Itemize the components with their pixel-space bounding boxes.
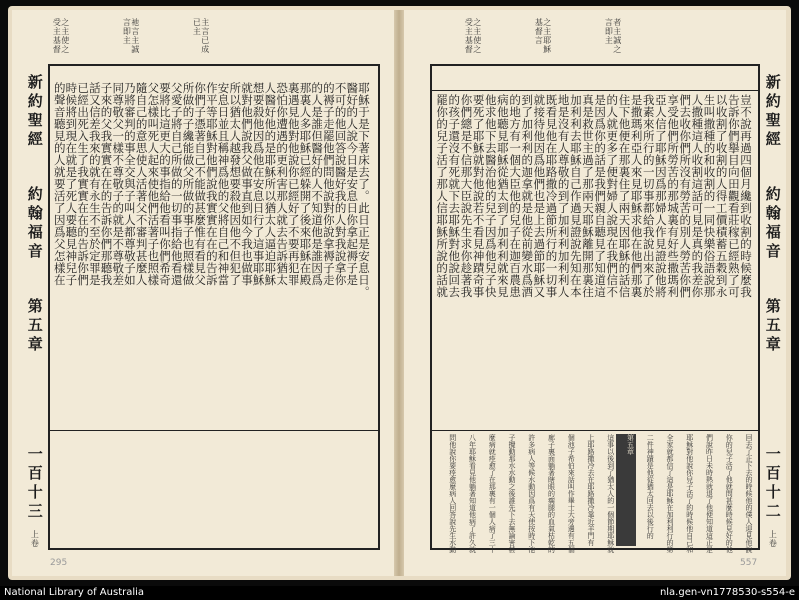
left-body-column: 你們子憑著自己不能做甚麼惟有看見父 — [193, 82, 208, 286]
left-body-column: 想要殺他因爲他在安息日行了這事耶穌 — [251, 82, 266, 286]
right-body-column: 的孩子還沒有死就下去耶穌對他說回去 — [447, 94, 462, 298]
footer-bar — [0, 586, 799, 600]
right-divider — [432, 430, 758, 431]
right-lower-column: 二件神蹟是他從猶太回去以後行的 — [646, 434, 655, 539]
right-body-column: 是撒瑪利亞人來見耶穌求他在他們那裏 — [629, 94, 644, 298]
left-body-column: 醫好的人說今日是安息日你拿起褥子是 — [345, 82, 360, 286]
right-body-column: 罷你的兒子活了那人信耶穌所說的話就 — [435, 94, 450, 298]
left-body-column: 所做的子纔能做父所做的事子也照樣做 — [181, 82, 196, 286]
left-body-column: 子來的父我實實在在的告訴你們那聽我 — [99, 82, 114, 286]
right-lower-column: 問他說你要痊愈麼病人回答說先生水動 — [448, 434, 457, 553]
right-page-number: 一百十二 — [763, 446, 782, 522]
header-note: 之主耶穌基督言 — [534, 18, 552, 54]
right-lower-column: 八年耶穌看見他躺著知道他病了許久就 — [468, 434, 477, 553]
right-body-column: 是因爲你的話是我們親自聽見了知道這 — [593, 94, 608, 298]
left-body-column: 父怎樣叫死人起來使他們活著子也照樣 — [146, 82, 161, 286]
right-body-column: 告訴你們擧目向田觀看莊稼已經熟了可 — [726, 94, 741, 298]
book-spread — [8, 6, 791, 580]
right-lower-column: 第五章 — [616, 434, 636, 546]
left-chapter: 第五章 — [25, 298, 44, 355]
right-lower-column: 全家就都信了這是耶穌在加利利行的第 — [666, 434, 674, 553]
left-body-column: 裏遇見他對他說你已經好了不要再犯罪 — [286, 82, 301, 286]
right-body-column: 要死了耶穌就對他說若不看見神蹟奇事 — [471, 94, 486, 298]
header-note: 之主使之受主基督 — [464, 18, 482, 54]
right-lower-column: 個池子希伯來話叫作畢士大旁邊有五個 — [567, 434, 576, 553]
right-body-column: 亞人信了耶穌因爲那婦人作見證說他將 — [653, 94, 668, 298]
right-book-title: 約翰福音 — [763, 186, 782, 262]
left-body-column: 那裏人多耶穌已經躲開了後來耶穌在殿 — [298, 82, 313, 286]
right-lower-column: 許多病人等候水動因爲有天使按時下池 — [527, 434, 536, 553]
left-body-column: 乃將審判的事全交與子叫人都尊敬子如 — [122, 82, 137, 286]
right-lower-column: 這事以後到了猶太人的一個節期耶穌就 — [606, 434, 615, 553]
right-pencil-mark: 557 — [740, 558, 758, 568]
right-body-column: 加利利去耶穌自己作過見證說先知在本 — [568, 94, 583, 298]
footer-right: nla.gen-vn1778530-s554-e — [659, 587, 795, 598]
header-note: 者主誠之言即主 — [604, 18, 622, 54]
right-body-text — [435, 94, 754, 428]
left-page-number: 一百十三 — [25, 446, 44, 522]
left-body-column: 同尊敬父一樣不尊敬子的就是不尊敬差 — [111, 82, 126, 286]
left-body-column: 隨自己的意思使人活著父不審判甚麼人 — [134, 82, 149, 286]
right-body-column: 就接待他因爲他們也是上去過節耶穌又 — [532, 94, 547, 298]
right-lower-column: 回去了正下去的時候他的僕人迎見他說 — [745, 434, 753, 553]
right-body-column: 你們總是不信那大臣說先生求你趁著我 — [459, 94, 474, 298]
left-body-column: 所以猶太人越發想要殺他因他不但犯了 — [228, 82, 243, 286]
left-running-title: 新約聖經 — [25, 74, 44, 150]
right-body-column: 的地方有一個大臣他的兒子在迦百農患 — [508, 94, 523, 298]
right-body-column: 他求他下去醫治他的兒子因爲他兒子快 — [483, 94, 498, 298]
right-body-column: 生叫撒種的和收割的一同快樂俗語說那 — [702, 94, 717, 298]
left-body-column: 不可的他回答說醫好我的人對我說拿你 — [333, 82, 348, 286]
right-body-column: 病他聽見耶穌從猶太到了加利利就來見 — [495, 94, 510, 298]
right-body-column: 們去收你們所沒有勞苦的別人勞苦你們 — [678, 94, 693, 298]
right-body-column: 人撒種這人收割這話可見是真的我差你 — [690, 94, 705, 298]
book-gutter — [394, 10, 404, 576]
right-lower-column: 耶穌對他說你兒子活了的時候他自己和 — [685, 434, 694, 553]
right-lower-column: 上耶路撒冷去在耶路撒冷靠近羊門有一 — [587, 434, 595, 553]
right-body-column: 地是沒有人尊敬的到了加利利加利利人 — [556, 94, 571, 298]
left-body-column: 恐怕你遭遇的更利害那人就去告訴猶太 — [275, 82, 290, 286]
right-body-column: 以收割了收割的人得工價積蓄五穀到永 — [714, 94, 729, 298]
left-body-column: 話又信差我來的就有永生不至於定罪是 — [87, 82, 102, 286]
left-body-column: 的人是誰但醫好的人不知道他是誰因爲 — [310, 82, 325, 286]
left-body-column: 安息日並且稱神爲他的父將自己和神當 — [216, 82, 231, 286]
right-page — [404, 10, 786, 576]
right-lower-column: 子攪動那水水動之後誰先下去無論害甚 — [508, 434, 516, 553]
right-body-column: 住下他便在那裏住了兩天因耶穌的話信 — [617, 94, 632, 298]
left-body-column: 時候將到現在就是了死人要聽見神兒子 — [64, 82, 79, 286]
left-body-column: 作平等耶穌對他們說我實實在在的告訴 — [204, 82, 219, 286]
right-body-column: 的人就更多了便對婦人說現在我們信不 — [605, 94, 620, 298]
right-body-column: 到了加利利的迦拿就是他從前變水爲酒 — [520, 94, 535, 298]
left-body-column: 父愛子將自己所做的一切事指給他看還 — [169, 82, 184, 286]
right-lower-column: 們說昨日未時熱就退了他便知道這正是 — [705, 434, 714, 553]
left-body-column: 就對他們說我父做事直到如今我也做事 — [239, 82, 254, 286]
left-body-text — [52, 82, 372, 428]
left-book-title: 約翰福音 — [25, 186, 44, 262]
header-note: 之主使之受主基督 — [52, 18, 70, 54]
left-divider — [50, 430, 378, 431]
header-note: 主言已成已主 — [192, 18, 210, 54]
left-body-column: 的聲音聽見的人就要活了因爲父怎樣在 — [52, 82, 67, 286]
left-page — [12, 10, 394, 576]
right-body-column: 既看見他在耶路撒冷過節所行的一切事 — [544, 94, 559, 298]
right-body-column: 真是救世主過了那兩天耶穌離開那裏往 — [580, 94, 595, 298]
right-lower-column: 麼病就痊愈了在那裏有一個人病了三十 — [488, 434, 497, 553]
left-commentary — [56, 434, 372, 546]
right-body-column: 我素來所行的一切事都給我說出來了於 — [641, 94, 656, 298]
right-running-title: 新約聖經 — [763, 74, 782, 150]
left-body-column: 耶穌于是下著床去了。此日正是安息日。 — [356, 82, 371, 298]
left-body-column: 已經出死入生了我實實在在的告訴你們 — [76, 82, 91, 286]
right-volume: 上卷 — [768, 530, 778, 548]
left-body-column: 的褥子走罷他們問他說對你說拿褥子走 — [321, 82, 336, 286]
right-lower-column: 你的兒子活了他就問甚麼時候見好的他 — [725, 434, 734, 553]
right-body-column: 享受他們所勞苦的那城裏有好些撒瑪利 — [666, 94, 681, 298]
right-chapter: 第五章 — [763, 298, 782, 355]
right-body-column: 豈不說再過四個月纔到收割的時候麼我 — [738, 94, 753, 298]
left-body-column: 要將比這更大的事指給他看叫你們希奇 — [158, 82, 173, 286]
footer-left: National Library of Australia — [4, 587, 145, 598]
right-lower-column: 廊子裏面躺著瞎眼的瘸腿的血氣枯乾的 — [547, 434, 556, 553]
right-commentary — [438, 434, 754, 553]
right-top-rule — [432, 90, 758, 91]
left-volume: 上卷 — [30, 530, 40, 548]
header-note: 祂言主誠言即主 — [122, 18, 140, 54]
left-body-column: 人醫好他的是耶穌所以猶太人逼迫耶穌 — [263, 82, 278, 286]
left-pencil-mark: 295 — [50, 558, 68, 568]
